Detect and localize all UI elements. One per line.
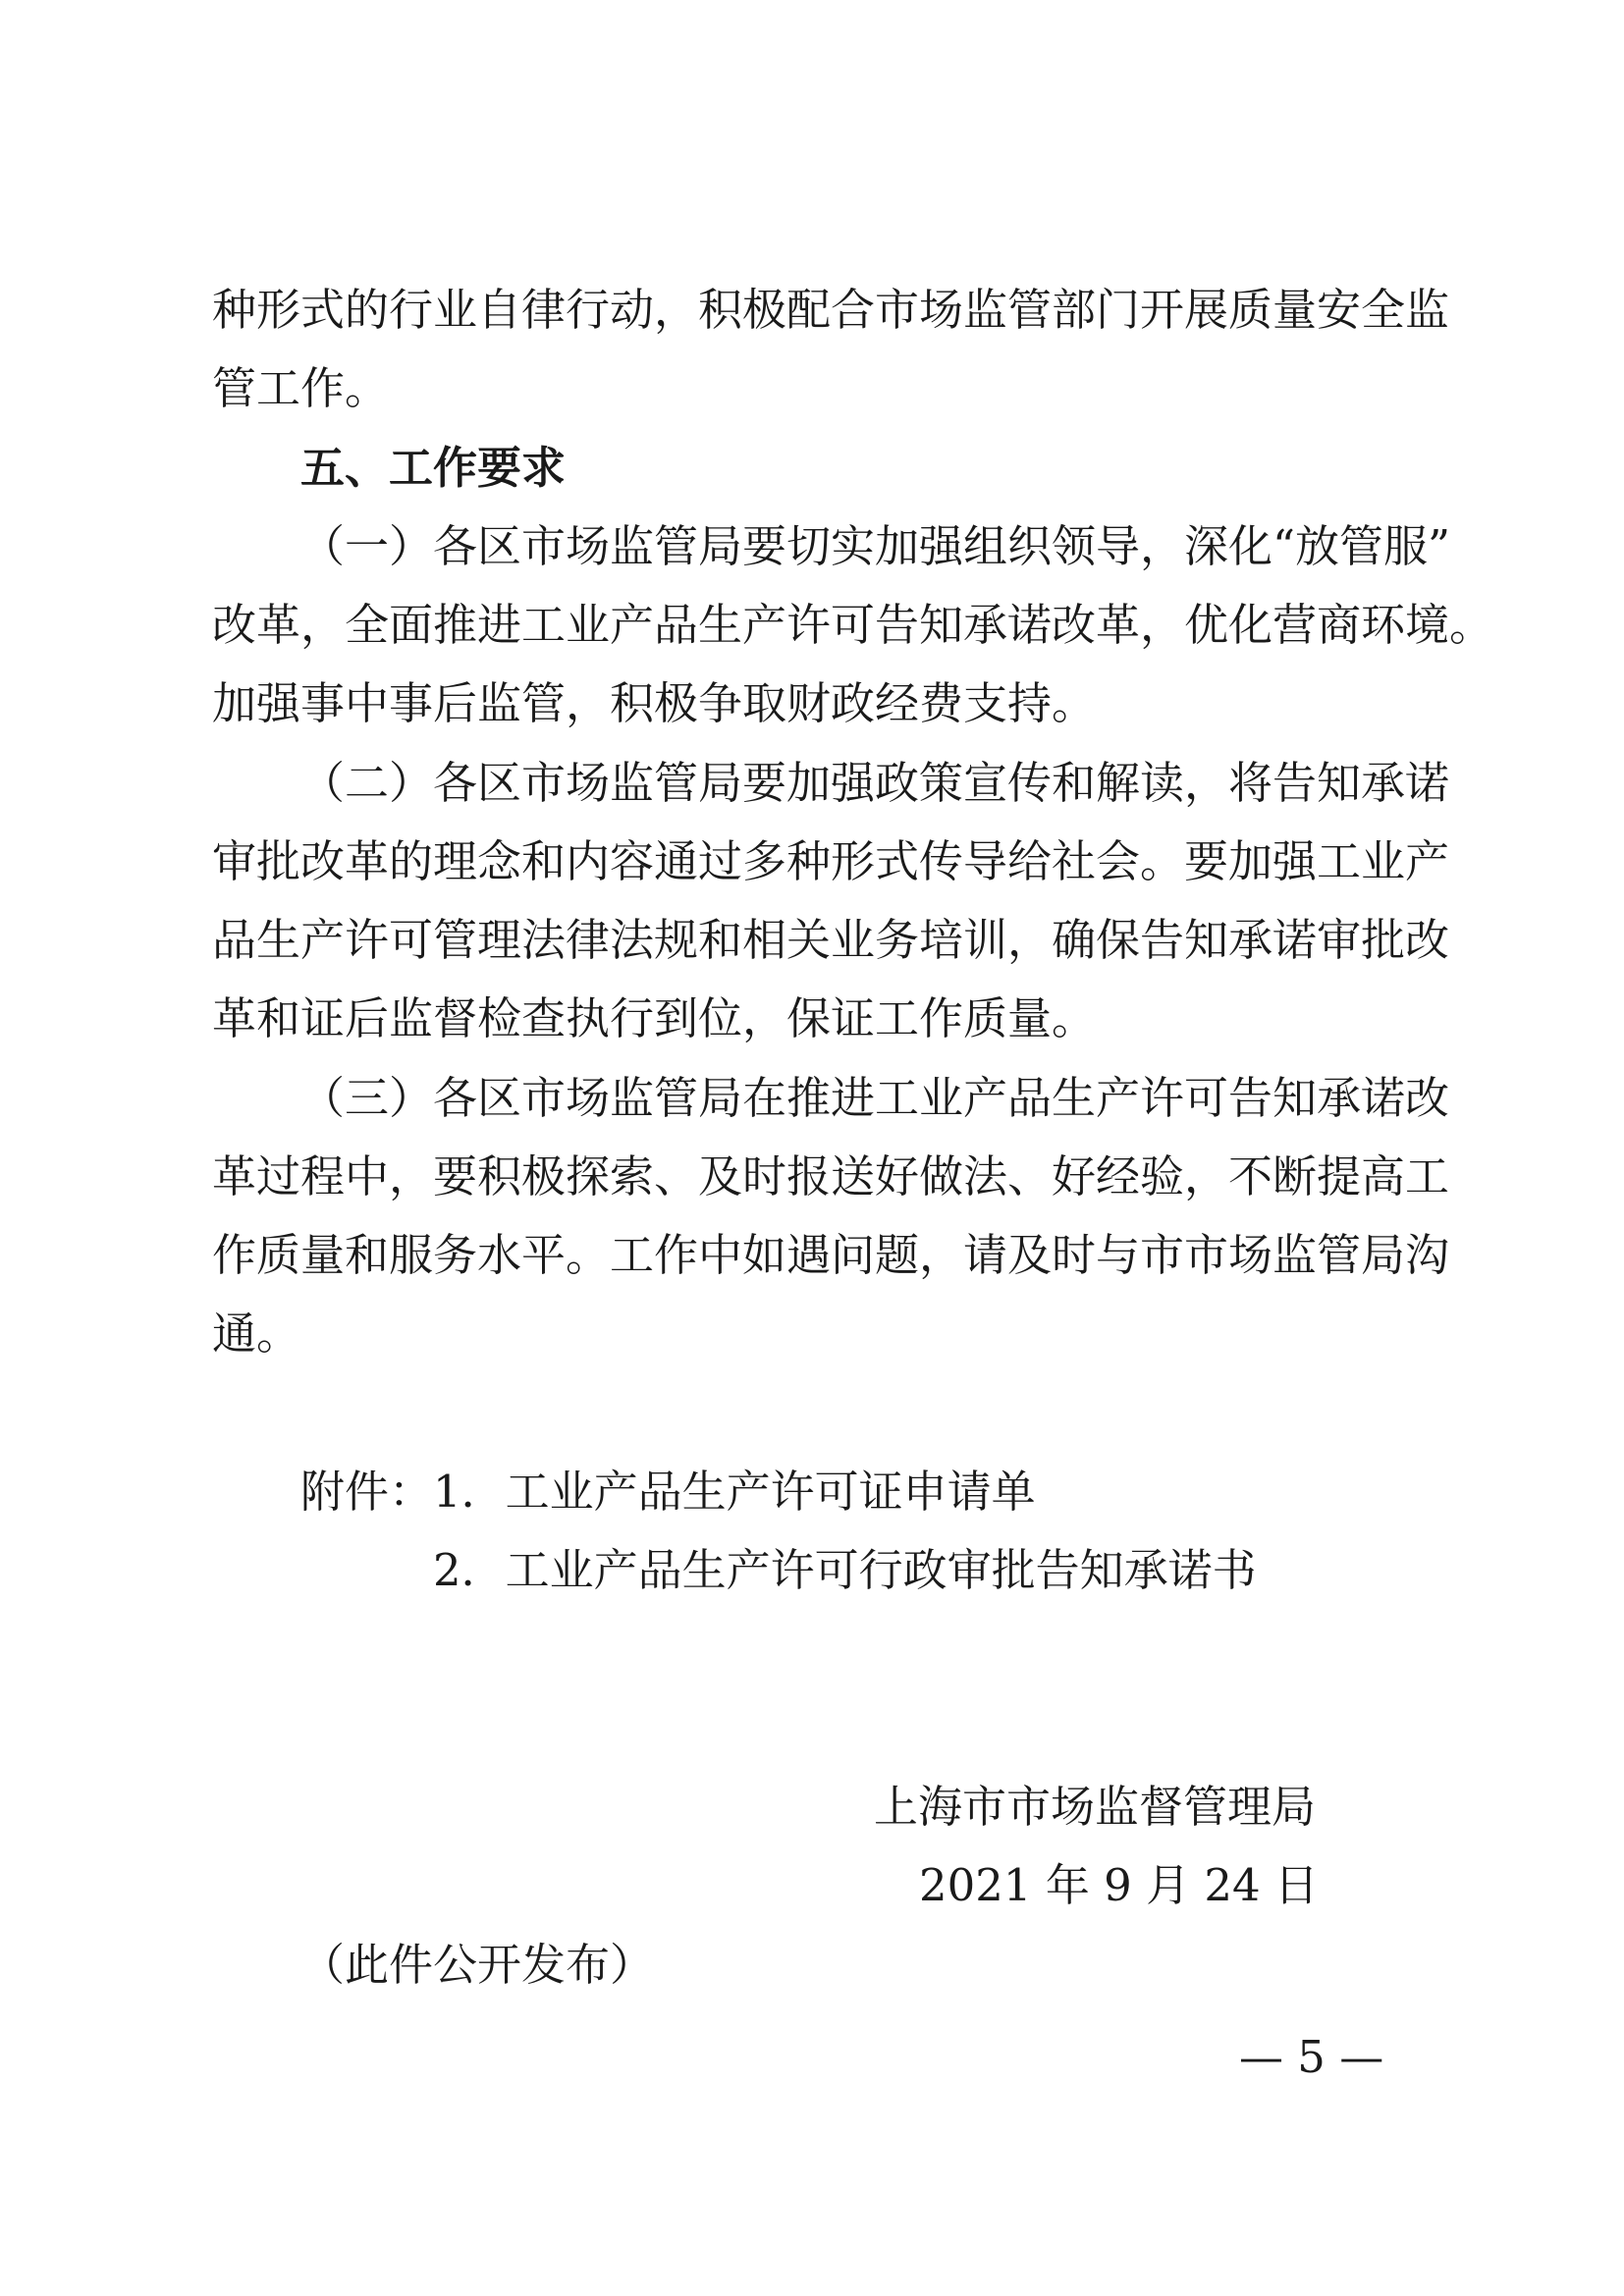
body-text-line: 革过程中，要积极探索、及时报送好做法、好经验，不断提高工 [212,1150,1450,1202]
issuing-organization: 上海市市场监督管理局 [874,1781,1317,1833]
body-text-line: 管工作。 [212,362,390,414]
body-text-line: 作质量和服务水平。工作中如遇问题，请及时与市市场监管局沟 [212,1229,1450,1281]
attachment-item: 1．工业产品生产许可证申请单 [433,1466,1036,1518]
issue-date: 2021 年 9 月 24 日 [919,1859,1319,1911]
body-text-line: 改革，全面推进工业产品生产许可告知承诺改革，优化营商环境。 [212,599,1494,651]
attachment-item: 2．工业产品生产许可行政审批告知承诺书 [433,1544,1257,1596]
body-text-line: 通。 [212,1308,301,1360]
body-text-line: 种形式的行业自律行动，积极配合市场监管部门开展质量安全监 [212,284,1450,336]
body-text-line: （一）各区市场监管局要切实加强组织领导，深化“放管服” [300,520,1451,572]
body-text-line: 加强事中事后监管，积极争取财政经费支持。 [212,677,1097,729]
section-heading: 五、工作要求 [300,442,567,494]
body-text-line: （二）各区市场监管局要加强政策宣传和解读，将告知承诺 [300,757,1450,809]
body-text-line: 品生产许可管理法律法规和相关业务培训，确保告知承诺审批改 [212,914,1450,966]
body-text-line: 审批改革的理念和内容通过多种形式传导给社会。要加强工业产 [212,835,1450,887]
publication-note: （此件公开发布） [300,1939,655,1991]
page-number: — 5 — [1239,2031,1384,2083]
body-text-line: 革和证后监督检查执行到位，保证工作质量。 [212,992,1097,1044]
body-text-line: （三）各区市场监管局在推进工业产品生产许可告知承诺改 [300,1072,1450,1124]
attachments-label: 附件： [300,1466,434,1518]
